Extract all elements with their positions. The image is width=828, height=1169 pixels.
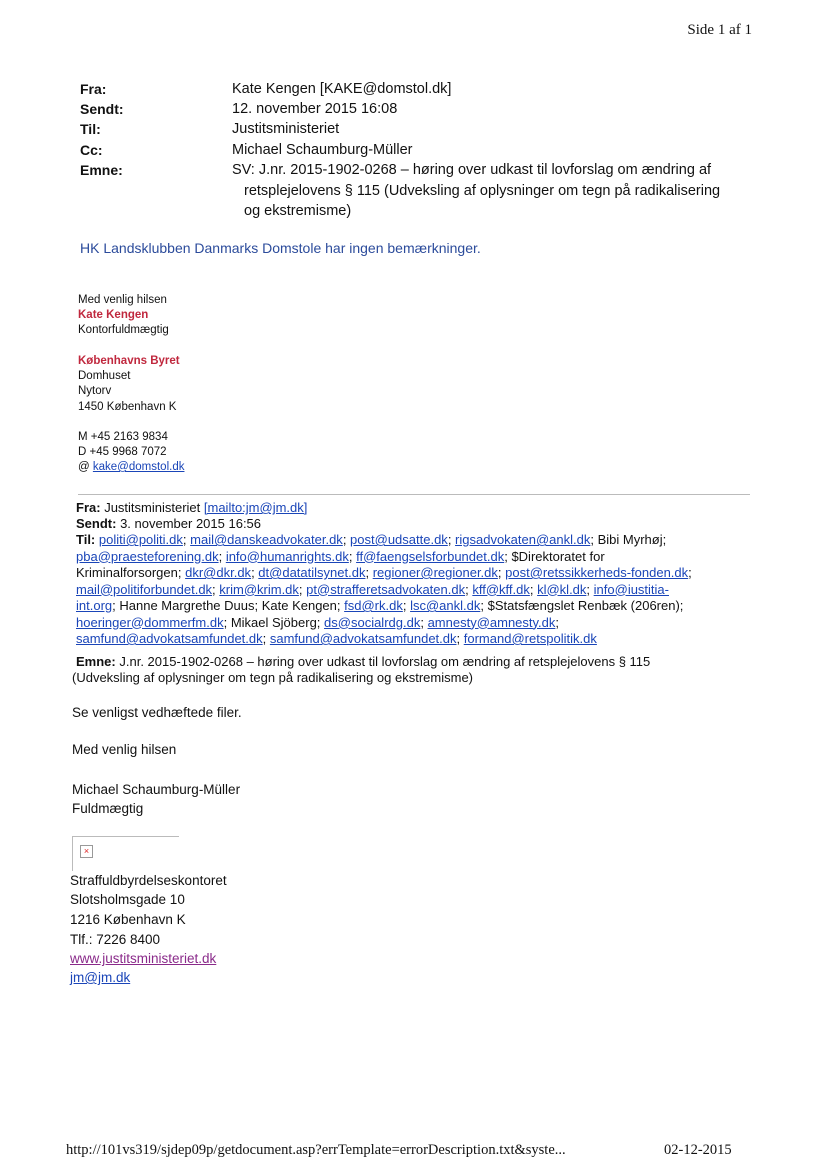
recipient-text: ; (298, 581, 307, 597)
sig-email-link[interactable]: kake@domstol.dk (92, 461, 185, 473)
recipient-text: ; (586, 581, 594, 597)
recipient-email-link[interactable]: pt@strafferetsadvokaten.dk (306, 581, 466, 597)
recipient-email-link[interactable]: samfund@advokatsamfundet.dk (269, 631, 457, 646)
recipient-email-link[interactable]: info@iustitia- (593, 581, 669, 597)
to-label: Til: (80, 121, 101, 137)
sig-org: Københavns Byret (78, 355, 180, 367)
sig-direct: D +45 9968 7072 (78, 446, 167, 458)
recipient-text: Kriminalforsorgen; (76, 565, 186, 580)
fwd-from-mailto-link[interactable]: [mailto:jm@jm.dk] (203, 500, 308, 515)
footer-date: 02-12-2015 (664, 1142, 732, 1158)
at-symbol: @ (78, 461, 90, 473)
sig-greeting: Med venlig hilsen (78, 294, 167, 306)
fwd-from-label: Fra: (76, 500, 101, 515)
footer-url: http://101vs319/sjdep09p/getdocument.asp?errTemplate=errorDescription.txt&syste... (66, 1142, 566, 1158)
recipient-email-link[interactable]: pba@praesteforening.dk (76, 548, 219, 564)
recipient-email-link[interactable]: amnesty@amnesty.dk (427, 614, 556, 630)
office-email-link[interactable]: jm@jm.dk (70, 970, 131, 985)
page-number: Side 1 af 1 (687, 22, 752, 38)
sig-addr2: Nytorv (78, 385, 112, 397)
recipient-text: ; $Direktoratet for (504, 548, 605, 564)
recipient-text: ; (529, 581, 538, 597)
office-web-link[interactable]: www.justitsministeriet.dk (70, 951, 217, 966)
fwd-subject-text-1: J.nr. 2015-1902-0268 – høring over udkast til lovforslag om ændring af retsplejelovens § 115 (119, 654, 651, 669)
recipient-line (76, 565, 756, 582)
office-street: Slotsholmsgade 10 (70, 892, 185, 907)
from-label: Fra: (80, 81, 107, 97)
fwd-subject-line-2: (Udveksling af oplysninger om tegn på radikalisering og ekstremisme) (72, 670, 474, 685)
reply-text: HK Landsklubben Danmarks Domstole har ingen bemærkninger. (80, 240, 481, 256)
recipient-email-link[interactable]: kff@kff.dk (472, 581, 530, 597)
broken-image-icon: × (80, 845, 93, 858)
recipient-email-link[interactable]: post@udsatte.dk (350, 532, 448, 547)
recipient-email-link[interactable]: fsd@rk.dk (344, 598, 403, 613)
cc-value: Michael Schaumburg-Müller (232, 142, 413, 158)
body-line-1: Se venligst vedhæftede filer. (72, 705, 242, 720)
recipient-email-link[interactable]: rigsadvokaten@ankl.dk (455, 532, 591, 547)
sent-label: Sendt: (80, 101, 124, 117)
recipient-email-link[interactable]: int.org (76, 598, 113, 613)
recipient-line (76, 549, 756, 566)
sig-mobile: M +45 2163 9834 (78, 431, 168, 443)
recipient-email-link[interactable]: post@retssikkerheds-fonden.dk (505, 565, 689, 580)
subject-line-1: SV: J.nr. 2015-1902-0268 – høring over udkast til lovforslag om ændring af (232, 162, 712, 178)
sig-addr1: Domhuset (78, 370, 131, 382)
recipient-text: ; (342, 532, 351, 547)
fwd-sent-label: Sendt: (76, 516, 117, 531)
recipient-text: ; (218, 548, 226, 564)
fwd-recipients (76, 532, 756, 648)
office-city: 1216 København K (70, 912, 186, 927)
recipient-email-link[interactable]: lsc@ankl.dk (410, 598, 481, 613)
recipient-email-link[interactable]: kl@kl.dk (537, 581, 587, 597)
recipient-text: ; (497, 565, 506, 580)
recipient-email-link[interactable]: formand@retspolitik.dk (463, 631, 597, 646)
cc-label: Cc: (80, 142, 103, 158)
recipient-text: ; (420, 614, 428, 630)
subject-line-3: og ekstremisme) (244, 203, 352, 219)
recipient-text: ; Hanne Margrethe Duus; Kate Kengen; (112, 598, 345, 613)
body-sig-name: Michael Schaumburg-Müller (72, 782, 241, 797)
recipient-text: ; Bibi Myrhøj; (590, 532, 667, 547)
recipient-email-link[interactable]: hoeringer@dommerfm.dk (76, 614, 224, 630)
recipient-email-link[interactable]: regioner@regioner.dk (372, 565, 498, 580)
recipient-text: ; (365, 565, 373, 580)
recipient-email-link[interactable]: dt@datatilsynet.dk (258, 565, 366, 580)
recipient-email-link[interactable]: ds@socialrdg.dk (324, 614, 421, 630)
recipient-text: ; (402, 598, 411, 613)
recipient-email-link[interactable]: mail@danskeadvokater.dk (190, 532, 343, 547)
recipient-line (76, 631, 756, 648)
recipient-text: ; (182, 532, 191, 547)
recipient-line (76, 582, 756, 599)
recipient-email-link[interactable]: mail@politiforbundet.dk (76, 581, 213, 597)
fwd-to-label: Til: (76, 532, 96, 547)
fwd-from-line (76, 500, 307, 517)
recipient-line (76, 615, 756, 632)
body-greeting: Med venlig hilsen (72, 742, 177, 757)
fwd-from-value: Justitsministeriet (104, 500, 201, 515)
subject-line-2: retsplejelovens § 115 (Udveksling af oplysninger om tegn på radikalisering (244, 183, 721, 199)
recipient-email-link[interactable]: info@humanrights.dk (225, 548, 349, 564)
fwd-subject-label: Emne: (76, 654, 116, 669)
sig-name: Kate Kengen (78, 309, 149, 321)
recipient-email-link[interactable]: politi@politi.dk (98, 532, 183, 547)
recipient-line (76, 532, 756, 549)
body-sig-title: Fuldmægtig (72, 801, 144, 816)
recipient-text: ; (688, 565, 692, 580)
separator-line (78, 494, 750, 495)
recipient-email-link[interactable]: samfund@advokatsamfundet.dk (76, 631, 263, 646)
recipient-text: ; $Statsfængslet Renbæk (206ren); (480, 598, 684, 613)
recipient-text: ; Mikael Sjöberg; (223, 614, 325, 630)
recipient-text: ; (262, 631, 270, 646)
office-phone: Tlf.: 7226 8400 (70, 932, 161, 947)
subject-label: Emne: (80, 162, 123, 178)
to-value: Justitsministeriet (232, 121, 340, 137)
recipient-line (76, 598, 756, 615)
recipient-email-link[interactable]: ff@faengselsforbundet.dk (356, 548, 505, 564)
recipient-text: ; (212, 581, 220, 597)
fwd-subject-line-1 (76, 654, 650, 671)
recipient-text: ; (465, 581, 473, 597)
fwd-sent-line (76, 516, 261, 533)
recipient-email-link[interactable]: dkr@dkr.dk (185, 565, 252, 580)
recipient-text: ; (447, 532, 456, 547)
sig-title: Kontorfuldmægtig (78, 324, 169, 336)
from-value: Kate Kengen [KAKE@domstol.dk] (232, 81, 452, 97)
recipient-text: ; (251, 565, 259, 580)
office-name: Straffuldbyrdelseskontoret (70, 873, 227, 888)
fwd-sent-value: 3. november 2015 16:56 (120, 516, 262, 531)
sig-addr3: 1450 København K (78, 401, 177, 413)
sig-email-line (78, 460, 184, 475)
recipient-text: ; (555, 614, 560, 630)
recipient-text: ; (456, 631, 464, 646)
recipient-text: ; (348, 548, 357, 564)
sent-value: 12. november 2015 16:08 (232, 101, 398, 117)
recipient-email-link[interactable]: krim@krim.dk (219, 581, 299, 597)
